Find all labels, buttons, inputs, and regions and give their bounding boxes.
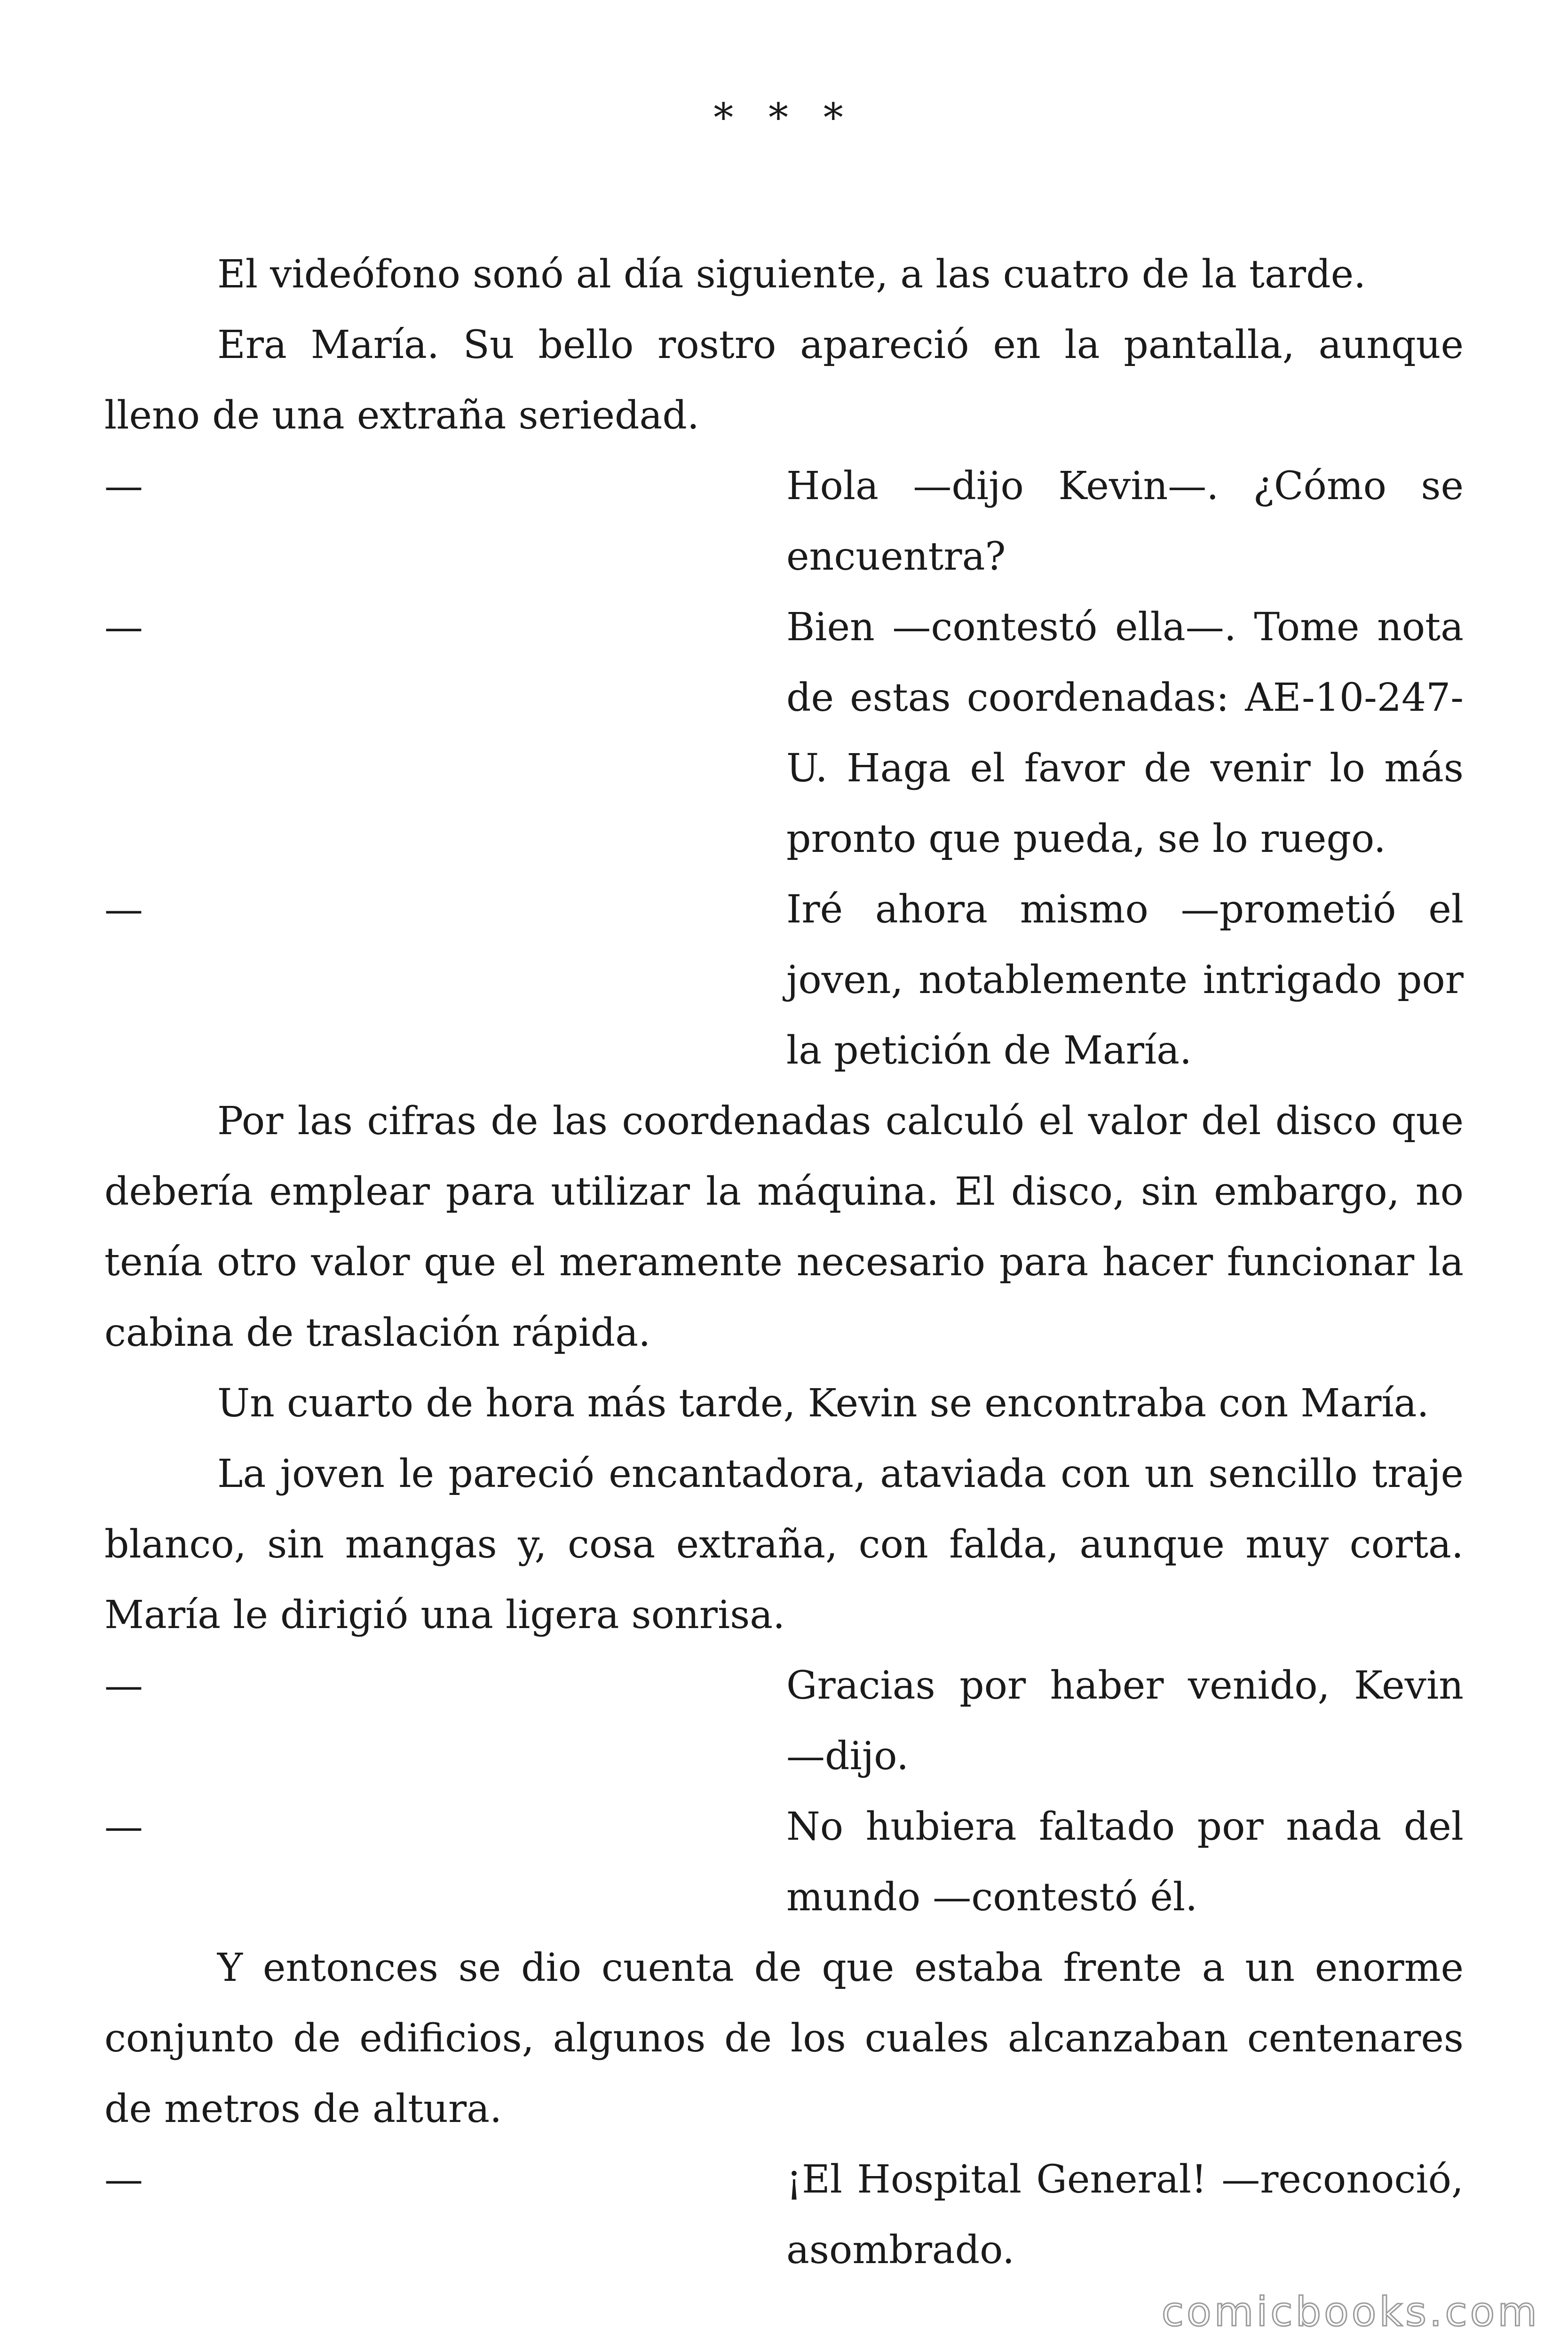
dialog-text: Hola —dijo Kevin—. ¿Cómo se encuentra? — [786, 464, 1464, 579]
dialog-text: Bien —contestó ella—. Tome nota de estas coordenadas: AE-10-247-U. Haga el favor de venir lo más pronto que pueda, se lo ruego. — [786, 605, 1464, 861]
narration-paragraph: El videófono sonó al día siguiente, a las cuatro de la tarde. — [217, 252, 1366, 297]
book-page — [104, 0, 1464, 2352]
narration-paragraph: Un cuarto de hora más tarde, Kevin se encontraba con María. — [217, 1381, 1429, 1426]
narration-paragraph: Por las cifras de las coordenadas calculó el valor del disco que debería emplear para utilizar la máquina. El disco, sin embargo, no tenía otro valor que el meramente necesario para hacer funcionar la cabina de traslación rápida. — [104, 1099, 1464, 1355]
watermark-logo: comicbooks.com — [1161, 2288, 1540, 2336]
dialog-line — [104, 592, 1464, 874]
dialog-dash: — — [104, 2157, 143, 2202]
dialog-text: Gracias por haber venido, Kevin —dijo. — [786, 1663, 1464, 1779]
dialog-line — [104, 2145, 1464, 2286]
dialog-line — [104, 451, 1464, 592]
dialog-text: ¡El Hospital General! —reconoció, asombrado. — [786, 2157, 1464, 2273]
dialog-line — [104, 1651, 1464, 1792]
dialog-dash: — — [104, 605, 143, 650]
narration-paragraph: Era María. Su bello rostro apareció en la pantalla, aunque lleno de una extraña seriedad. — [104, 323, 1464, 438]
dialog-text: No hubiera faltado por nada del mundo —contestó él. — [786, 1804, 1464, 1920]
text-body — [104, 239, 1464, 2286]
dialog-line — [104, 1792, 1464, 1933]
narration-paragraph: La joven le pareció encantadora, ataviada con un sencillo traje blanco, sin mangas y, cosa extraña, con falda, aunque muy corta. María le dirigió una ligera sonrisa. — [104, 1452, 1464, 1637]
dialog-dash: — — [104, 1804, 143, 1849]
dialog-dash: — — [104, 464, 143, 509]
dialog-line — [104, 874, 1464, 1086]
dialog-dash: — — [104, 887, 143, 932]
section-separator: * * * — [713, 95, 855, 141]
dialog-dash: — — [104, 1663, 143, 1708]
dialog-text: Iré ahora mismo —prometió el joven, notablemente intrigado por la petición de María. — [786, 887, 1464, 1073]
narration-paragraph: Y entonces se dio cuenta de que estaba frente a un enorme conjunto de edificios, algunos de los cuales alcanzaban centenares de metros de altura. — [104, 1946, 1464, 2131]
